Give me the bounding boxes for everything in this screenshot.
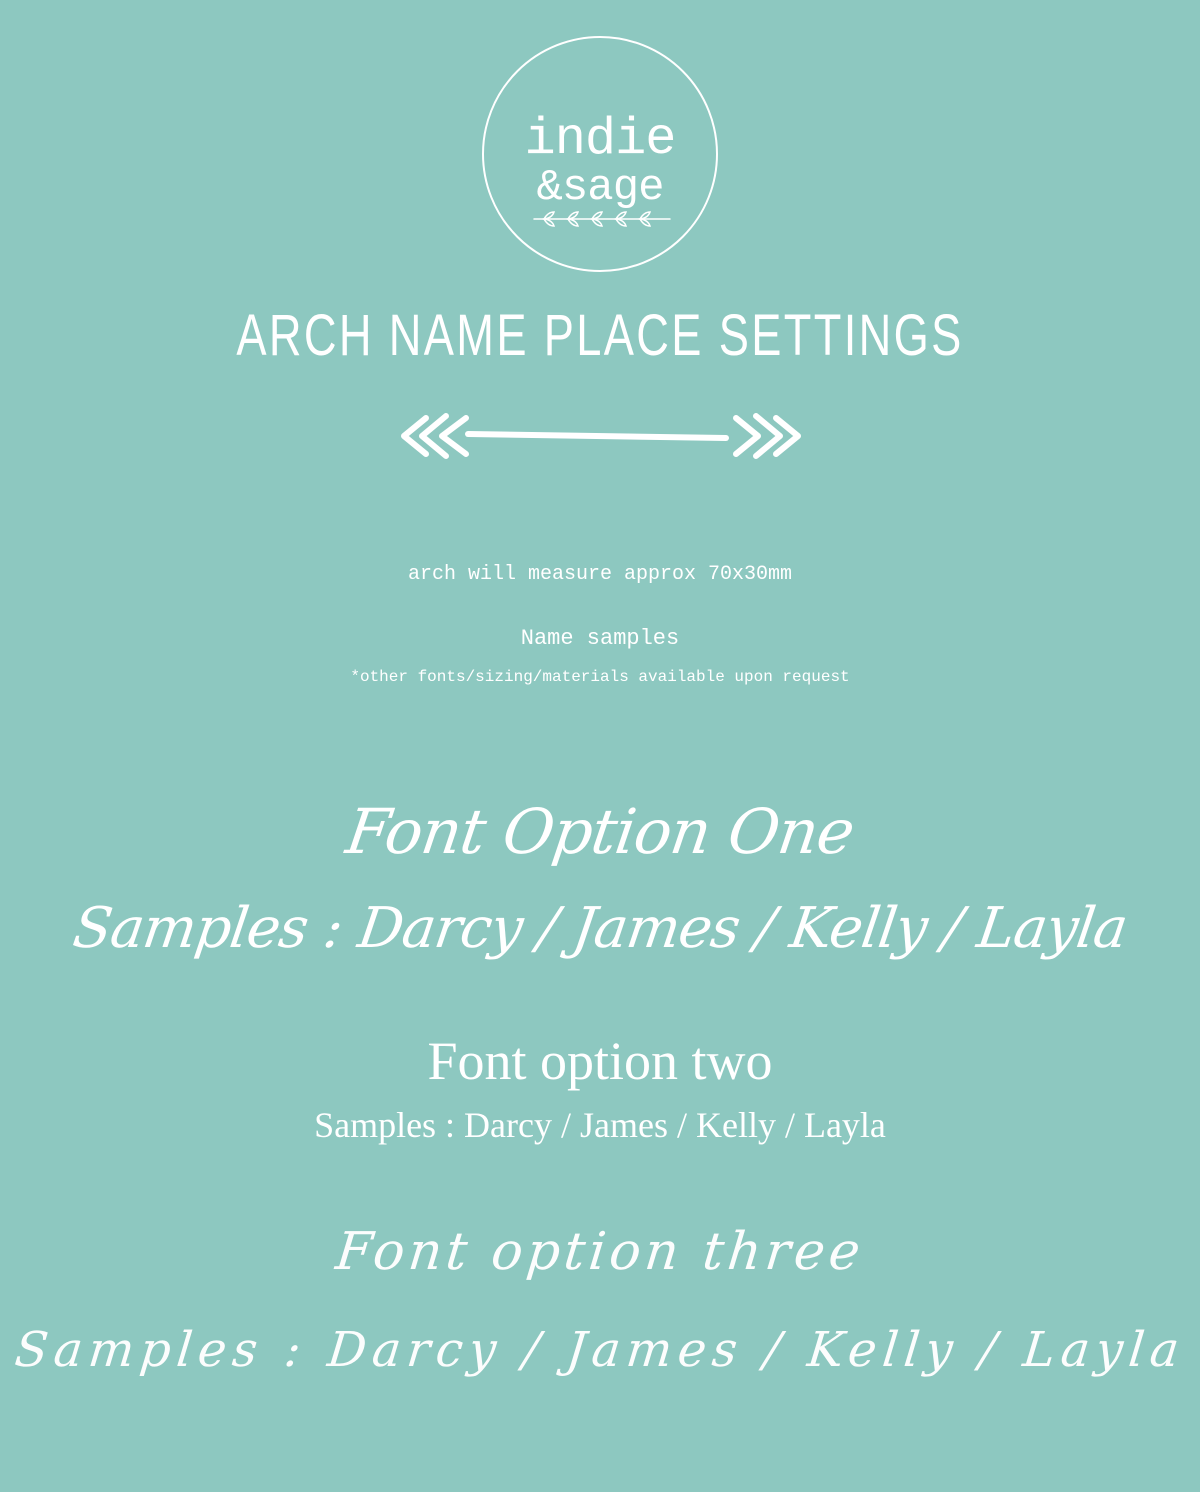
page-title: ARCH NAME PLACE SETTINGS xyxy=(236,303,964,368)
double-arrow-icon xyxy=(396,404,804,468)
font-option-one-samples: Samples : Darcy / James / Kelly / Layla xyxy=(69,896,1131,961)
font-option-three-samples: Samples : Darcy / James / Kelly / Layla xyxy=(12,1322,1188,1378)
font-option-one-title: Font Option One xyxy=(341,795,859,868)
font-option-two-samples: Samples : Darcy / James / Kelly / Layla xyxy=(314,1105,886,1145)
measurement-text: arch will measure approx 70x30mm xyxy=(407,563,793,586)
brand-logo xyxy=(482,36,718,272)
font-option-two-title: Font option two xyxy=(427,1031,773,1091)
logo-text-line2: &sage xyxy=(536,163,664,213)
leaf-sprig-icon xyxy=(524,208,680,228)
name-samples-heading: Name samples xyxy=(520,626,680,651)
font-option-three-title: Font option three xyxy=(332,1222,867,1282)
logo-text-line1: indie xyxy=(524,110,676,169)
fonts-note: *other fonts/sizing/materials available upon request xyxy=(350,668,850,686)
